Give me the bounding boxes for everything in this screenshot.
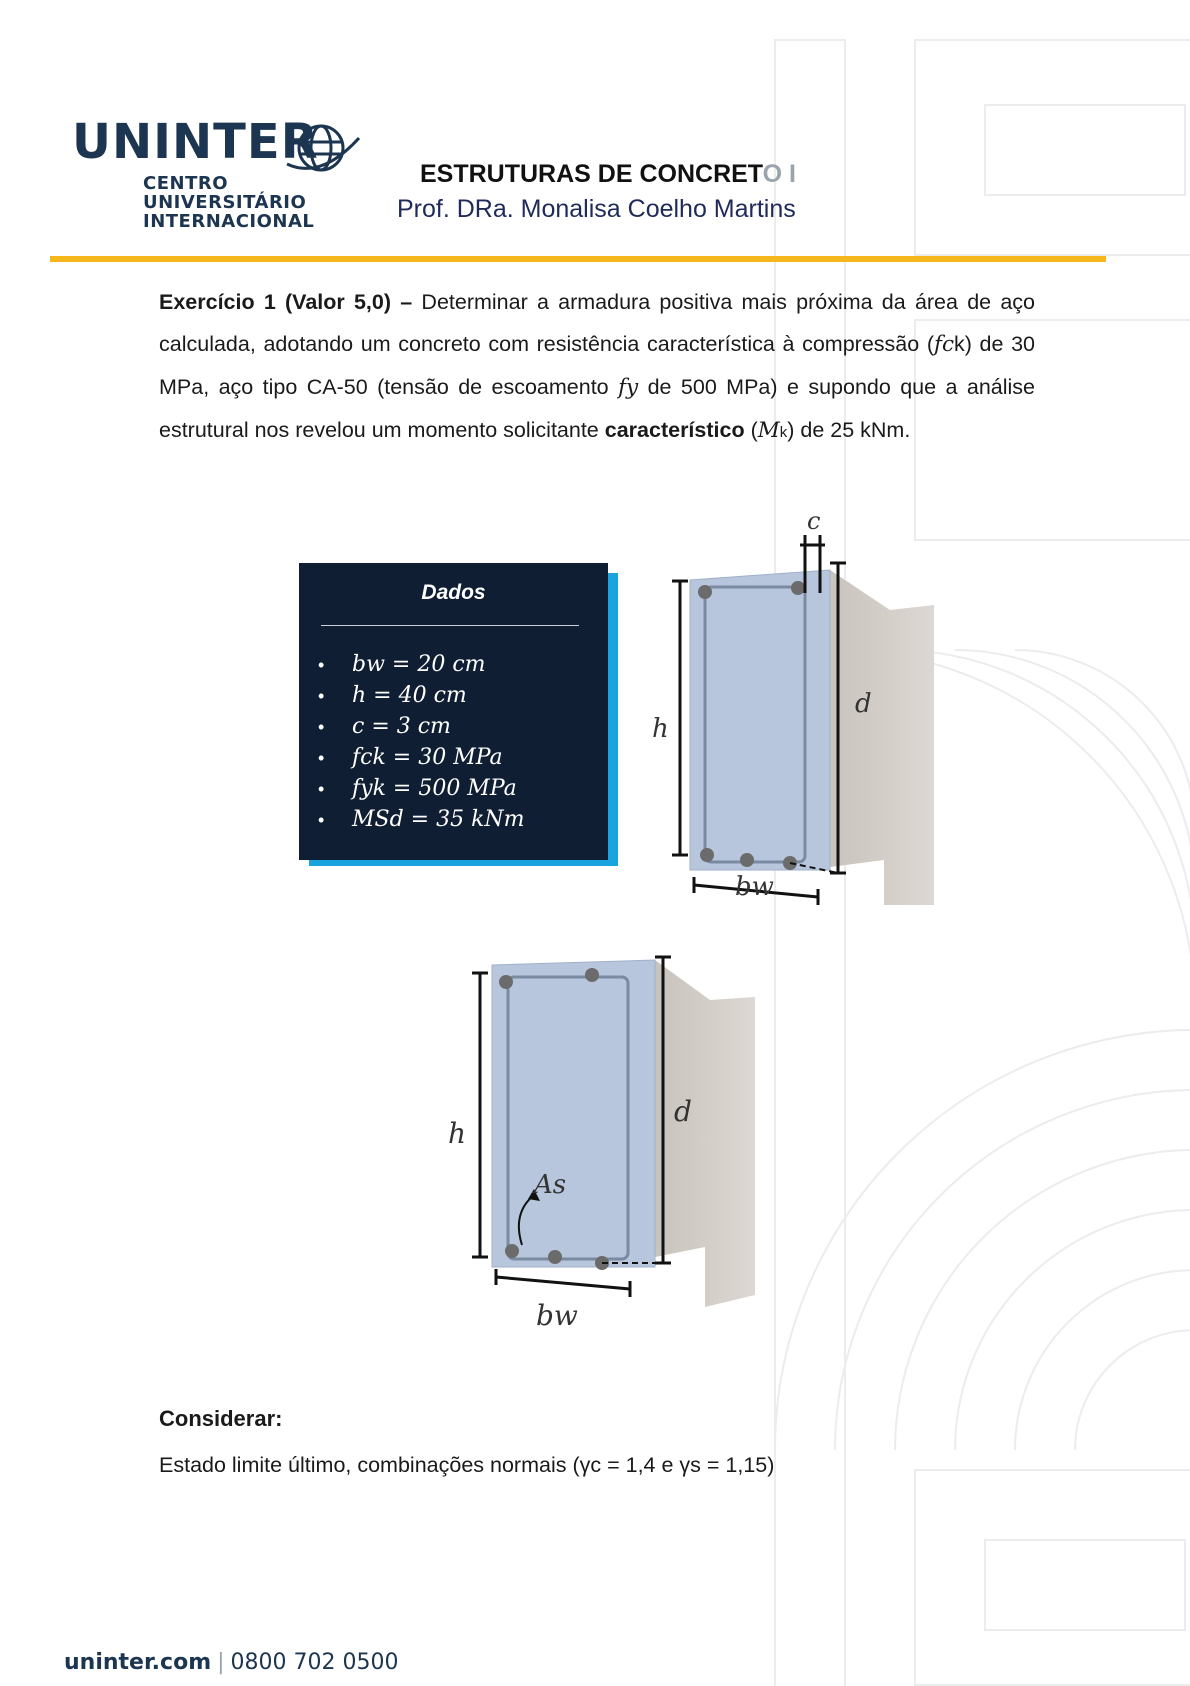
footer-contact	[64, 1652, 399, 1674]
logo-wordmark: UNINTER	[72, 114, 319, 170]
label-h: h	[448, 1117, 467, 1150]
logo-subline-1: CENTRO	[143, 173, 229, 194]
dados-item-text: c = 3 cm	[352, 714, 451, 739]
logo-subline-2: UNIVERSITÁRIO	[143, 192, 307, 213]
dados-list	[318, 649, 525, 835]
beam-cross-section	[690, 570, 830, 870]
mk-symbol: M	[757, 418, 780, 443]
course-title-main: ESTRUTURAS DE CONCRET	[420, 160, 763, 188]
dados-divider	[321, 625, 579, 626]
exercise-text-3: de 500 MPa) e supondo que a análise estrutural nos revelou um momento solicitante	[159, 375, 1035, 442]
exercise-statement	[159, 281, 1035, 454]
logo-subline-3: INTERNACIONAL	[143, 211, 315, 232]
exercise-bold-word: característico	[604, 418, 745, 442]
dados-item: • c = 3 cm	[318, 714, 451, 739]
exercise-text-4: (	[744, 418, 758, 442]
beam-section-figure-2	[440, 945, 760, 1345]
consider-text: Estado limite último, combinações normais (γc = 1,4 e γs = 1,15)	[159, 1453, 775, 1477]
label-d: d	[855, 689, 872, 719]
course-title	[420, 162, 796, 187]
dados-item-text: h = 40 cm	[352, 683, 467, 708]
footer-site: uninter.com	[64, 1650, 212, 1675]
header-divider	[50, 256, 1106, 262]
dados-item-text: MSd = 35 kNm	[352, 807, 525, 832]
exercise-text-1: Determinar a armadura positiva mais próxima da área de aço calculada, adotando um concreto com resistência característica à compressão (	[159, 290, 1035, 356]
beam-side-face	[830, 570, 934, 905]
fy-symbol: fy	[618, 375, 639, 400]
exercise-label: Exercício 1 (Valor 5,0) –	[159, 290, 413, 314]
consider-title: Considerar:	[159, 1406, 283, 1431]
dados-box	[299, 563, 608, 860]
footer-separator: |	[217, 1650, 225, 1675]
label-h: h	[652, 714, 669, 744]
label-c: c	[807, 515, 821, 535]
beam-side-face	[655, 960, 755, 1307]
globe-logo-icon	[285, 118, 363, 180]
course-title-fade: O I	[762, 160, 796, 188]
dados-item: • fck = 30 MPa	[318, 745, 503, 770]
label-d: d	[674, 1095, 692, 1128]
beam-cross-section	[492, 960, 655, 1267]
dados-item: • fyk = 500 MPa	[318, 776, 517, 801]
beam-section-figure-1	[650, 515, 950, 905]
dados-item: • h = 40 cm	[318, 683, 467, 708]
professor-name: Prof. DRa. Monalisa Coelho Martins	[397, 195, 796, 223]
exercise-text-5: ) de 25 kNm.	[787, 418, 911, 442]
label-bw: bw	[735, 872, 774, 902]
dados-title: Dados	[421, 581, 486, 604]
exercise-text-2: k) de 30 MPa, aço tipo CA-50 (tensão de escoamento	[159, 332, 1036, 399]
dados-item-text: fck = 30 MPa	[352, 745, 503, 770]
footer-phone: 0800 702 0500	[230, 1650, 399, 1675]
dados-item: • MSd = 35 kNm	[318, 807, 525, 832]
fck-symbol: fc	[934, 332, 954, 357]
dados-item: • bw = 20 cm	[318, 652, 486, 677]
dados-item-text: bw = 20 cm	[352, 652, 486, 677]
label-bw: bw	[536, 1299, 578, 1332]
mk-subscript: k	[779, 424, 788, 441]
label-as: As	[534, 1170, 567, 1200]
dados-item-text: fyk = 500 MPa	[352, 776, 517, 801]
